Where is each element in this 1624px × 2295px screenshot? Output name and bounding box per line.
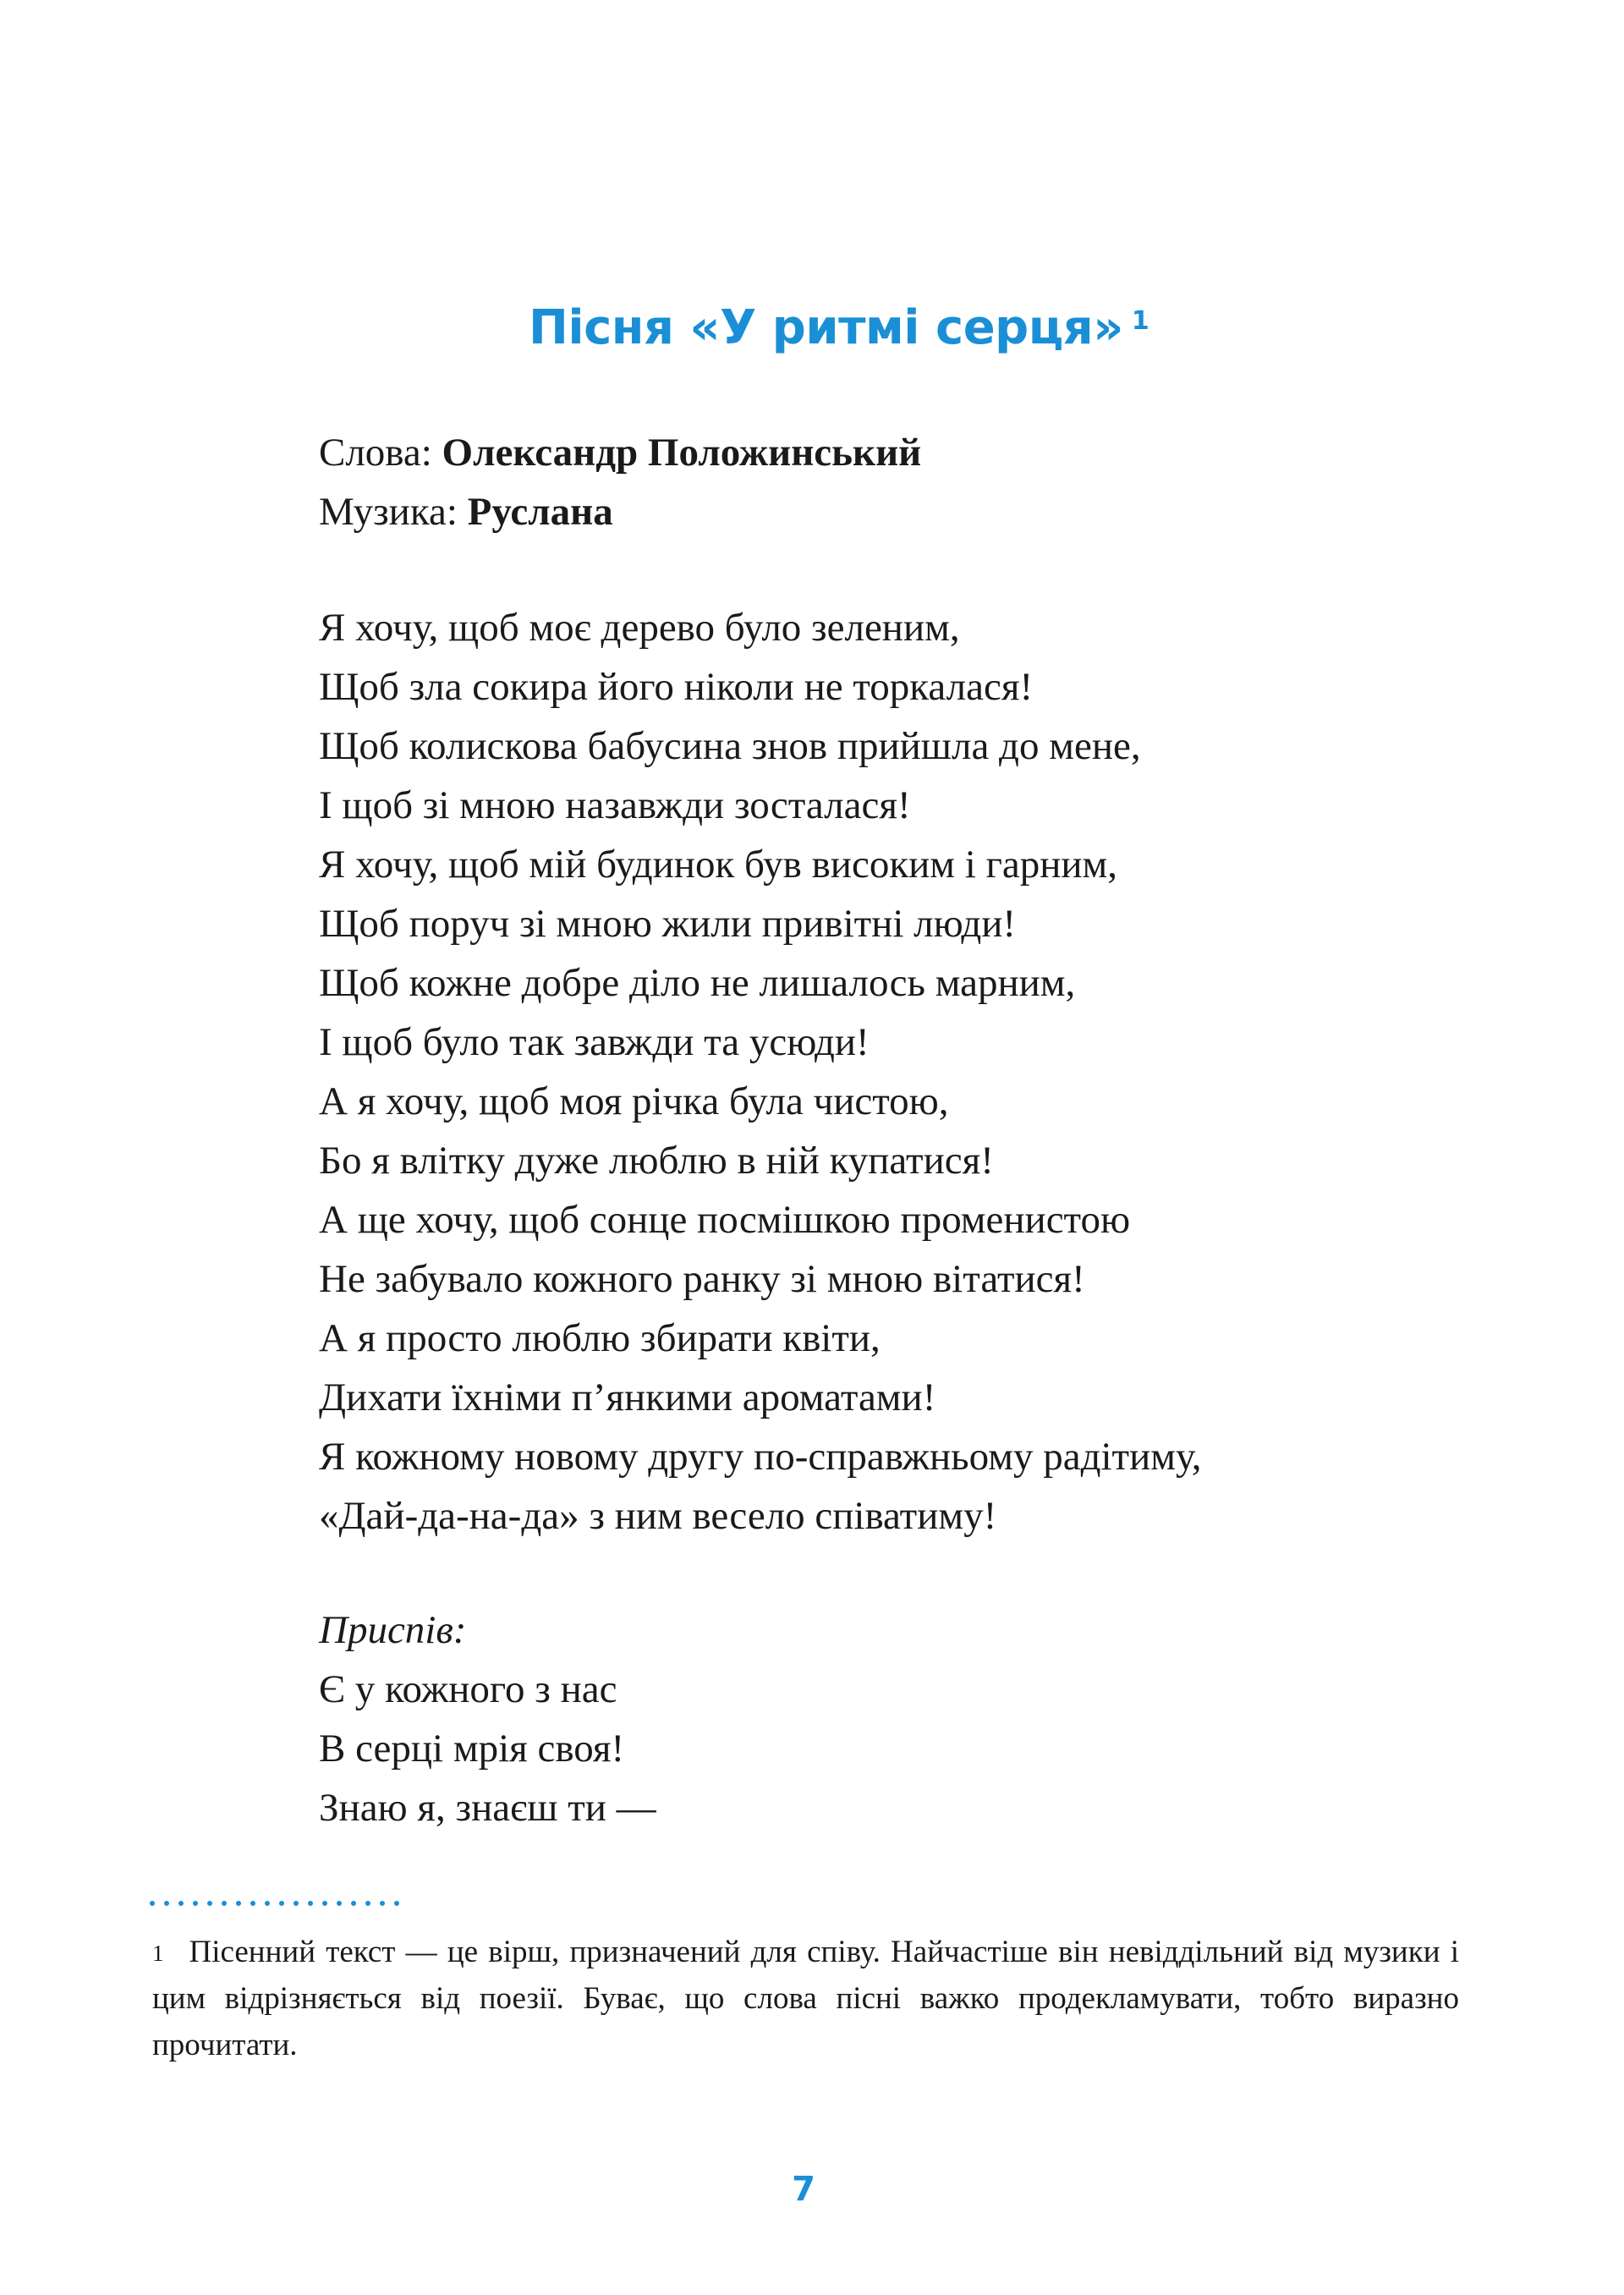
verse-line: А я хочу, щоб моя річка була чистою,: [319, 1079, 949, 1123]
music-credit: [319, 482, 921, 541]
lyrics-credit-label: Слова:: [319, 431, 432, 475]
chorus-line: Знаю я, знаєш ти —: [319, 1786, 656, 1830]
verse-line: А ще хочу, щоб сонце посмішкою променистою: [319, 1198, 1131, 1242]
chorus-line: Є у кожного з нас: [319, 1667, 617, 1711]
separator-dot: [250, 1901, 255, 1906]
verse-line: Я хочу, щоб мій будинок був високим і гарним,: [319, 843, 1118, 887]
chorus-label: Приспів:: [319, 1608, 467, 1652]
music-credit-label: Музика:: [319, 490, 458, 534]
song-title: [529, 298, 1149, 359]
footnote-marker: 1: [152, 1941, 164, 1966]
footnote: [152, 1929, 1459, 2068]
chorus: [319, 1600, 656, 1837]
separator-dot: [265, 1901, 270, 1906]
verse-line: Щоб колискова бабусина знов прийшла до мене,: [319, 724, 1141, 768]
verse-line: Бо я влітку дуже люблю в ній купатися!: [319, 1139, 994, 1183]
separator-dot: [150, 1901, 155, 1906]
separator-dot: [164, 1901, 169, 1906]
separator-dot: [236, 1901, 241, 1906]
verse-line: А я просто люблю збирати квіти,: [319, 1316, 881, 1360]
verse-line: І щоб зі мною назавжди зосталася!: [319, 783, 911, 827]
song-credits: [319, 423, 921, 541]
verse-line: «Дай-да-на-да» з ним весело співатиму!: [319, 1494, 997, 1538]
verse-line: Я хочу, щоб моє дерево було зеленим,: [319, 606, 960, 650]
separator-dot: [193, 1901, 198, 1906]
lyrics-author: Олександр Положинський: [442, 431, 922, 475]
separator-dot: [322, 1901, 327, 1906]
separator-dot: [380, 1901, 385, 1906]
separator-dot: [279, 1901, 284, 1906]
verse-line: Щоб зла сокира його ніколи не торкалася!: [319, 665, 1034, 709]
footnote-text: Пісенний текст — це вірш, призначений для співу. Найчастіше він невіддільний від музики і цим відрізняється від поезії. Буває, що слова пісні важко продекламувати, тобто виразно прочитати.: [152, 1935, 1459, 2062]
separator-dot: [222, 1901, 227, 1906]
verse-line: І щоб було так завжди та усюди!: [319, 1020, 870, 1064]
verse: [319, 598, 1202, 1546]
separator-dot: [365, 1901, 370, 1906]
separator-dot: [351, 1901, 356, 1906]
verse-line: Щоб поруч зі мною жили привітні люди!: [319, 902, 1017, 946]
verse-line: Дихати їхніми п’янкими ароматами!: [319, 1375, 936, 1419]
separator-dot: [294, 1901, 299, 1906]
verse-line: Не забувало кожного ранку зі мною вітатися!: [319, 1257, 1085, 1301]
separator-dot: [207, 1901, 212, 1906]
verse-line: Щоб кожне добре діло не лишалось марним,: [319, 961, 1076, 1005]
title-footnote-ref: 1: [1131, 306, 1149, 336]
chorus-line: В серці мрія своя!: [319, 1727, 625, 1771]
separator-dot: [308, 1901, 313, 1906]
separator-dot: [394, 1901, 399, 1906]
lyrics-credit: [319, 423, 921, 482]
verse-line: Я кожному новому другу по-справжньому радітиму,: [319, 1435, 1202, 1479]
separator-dot: [178, 1901, 184, 1906]
song-title-text: Пісня «У ритмі серця»: [529, 300, 1123, 355]
separator-dot: [337, 1901, 342, 1906]
page-number: 7: [792, 2170, 815, 2209]
music-author: Руслана: [467, 490, 613, 534]
footnote-separator: [150, 1901, 409, 1906]
